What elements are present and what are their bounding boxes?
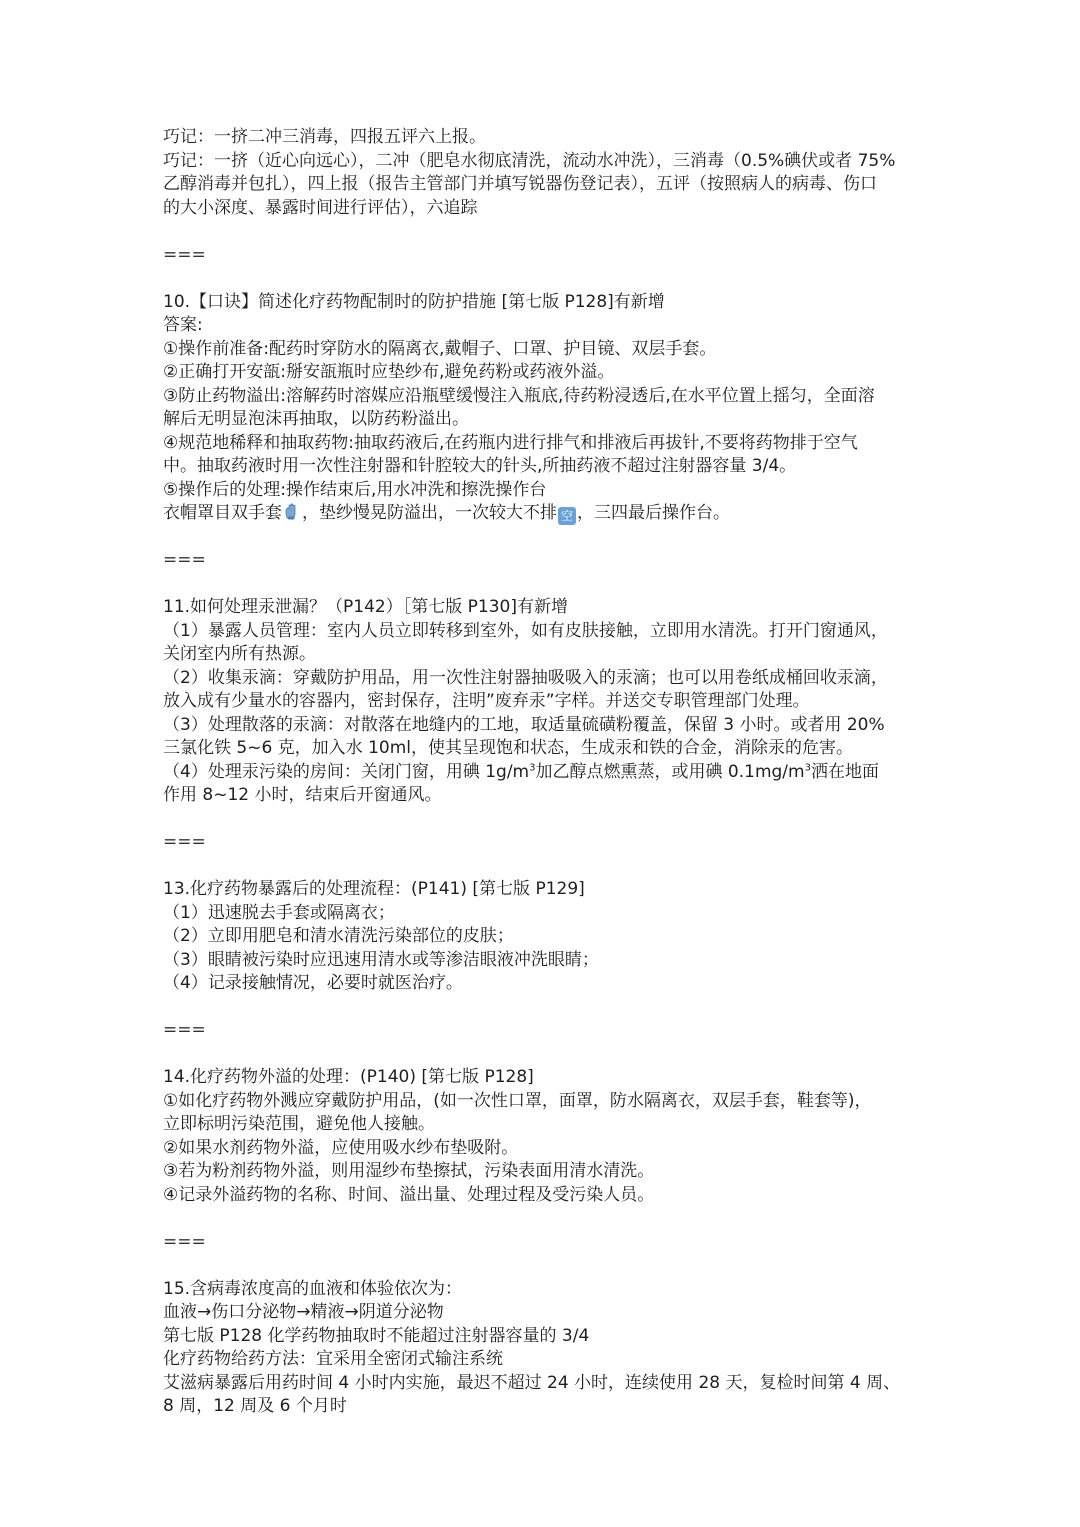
answer-label: 答案: bbox=[163, 315, 203, 335]
list-item-cont: 中。抽取药液时用一次性注射器和针腔较大的针头,所抽药液不超过注射器容量 3/4。 bbox=[163, 456, 797, 476]
text-line: 血液→伤口分泌物→精液→阴道分泌物 bbox=[163, 1302, 444, 1322]
text-line: 巧记：一挤（近心向远心），二冲（肥皂水彻底清洗，流动水冲洗），三消毒（0.5%碘伏或者 75% bbox=[163, 150, 896, 171]
section-title: 10.【口诀】简述化疗药物配制时的防护措施 [第七版 P128]有新增 bbox=[163, 291, 665, 312]
paragraph-line: （1）暴露人员管理：室内人员立即转移到室外，如有皮肤接触，立即用水清洗。打开门窗通风， bbox=[163, 620, 888, 641]
paragraph-line: 放入成有少量水的容器内，密封保存，注明”废弃汞”字样。并送交专职管理部门处理。 bbox=[163, 691, 810, 711]
list-item: ②如果水剂药物外溢，应使用吸水纱布垫吸附。 bbox=[163, 1137, 519, 1158]
section-title: 15.含病毒浓度高的血液和体验依次为： bbox=[163, 1278, 463, 1299]
step-item: （3）眼睛被污染时应迅速用清水或等渗洁眼液冲洗眼睛； bbox=[163, 949, 599, 970]
section-title: 11.如何处理汞泄漏？（P142）［第七版 P130]有新增 bbox=[163, 597, 568, 617]
text-span: （4）处理汞污染的房间：关闭门窗，用碘 1g/m bbox=[163, 761, 530, 782]
text-span: 加乙醇点燃熏蒸，或用碘 0.1mg/m bbox=[535, 761, 805, 782]
list-item: ③若为粉剂药物外溢，则用湿纱布垫擦拭，污染表面用清水清洗。 bbox=[163, 1161, 655, 1181]
paragraph-line: 作用 8~12 小时，结束后开窗通风。 bbox=[163, 785, 442, 805]
text-line: 的大小深度、暴露时间进行评估），六追踪 bbox=[163, 197, 478, 218]
list-item: ①操作前准备:配药时穿防水的隔离衣,戴帽子、口罩、护目镜、双层手套。 bbox=[163, 338, 717, 359]
text-line: 8 周，12 周及 6 个月时 bbox=[163, 1396, 347, 1416]
separator: === bbox=[163, 1231, 206, 1252]
list-item: ④规范地稀释和抽取药物:抽取药液后,在药瓶内进行排气和排液后再拔针,不要将药物排于空气 bbox=[163, 432, 858, 453]
document-page bbox=[163, 126, 923, 1419]
step-item: （4）记录接触情况，必要时就医治疗。 bbox=[163, 973, 463, 993]
mnemonic-line bbox=[163, 502, 923, 526]
separator: === bbox=[163, 1020, 206, 1040]
gloves-icon bbox=[283, 503, 301, 521]
mnemonic-part: ，垫纱慢晃防溢出，一次较大不排 bbox=[302, 503, 557, 523]
paragraph-line: （3）处理散落的汞滴：对散落在地缝内的工地，取适量硫磺粉覆盖，保留 3 小时。或者用 20% bbox=[163, 714, 885, 735]
text-line: 化疗药物给药方法：宜采用全密闭式输注系统 bbox=[163, 1349, 503, 1369]
separator: === bbox=[163, 244, 206, 265]
paragraph-line: 关闭室内所有热源。 bbox=[163, 644, 316, 664]
section-15 bbox=[163, 1278, 923, 1419]
section-title: 14.化疗药物外溢的处理：(P140) [第七版 P128] bbox=[163, 1067, 534, 1087]
superscript: 3 bbox=[529, 761, 536, 773]
section-11 bbox=[163, 596, 923, 808]
empty-sign-icon: 空 bbox=[558, 507, 576, 525]
section-title: 13.化疗药物暴露后的处理流程：(P141) [第七版 P129] bbox=[163, 879, 585, 899]
section-10 bbox=[163, 291, 923, 526]
step-item: （1）迅速脱去手套或隔离衣； bbox=[163, 902, 395, 923]
text-line: 乙醇消毒并包扎），四上报（报告主管部门并填写锐器伤登记表），五评（按照病人的病毒、伤口 bbox=[163, 174, 877, 194]
text-line: 巧记：一挤二冲三消毒，四报五评六上报。 bbox=[163, 127, 486, 147]
separator: === bbox=[163, 832, 206, 852]
list-item: ②正确打开安瓿:掰安瓿瓶时应垫纱布,避免药粉或药液外溢。 bbox=[163, 362, 615, 382]
list-item-cont: 解后无明显泡沫再抽取，以防药粉溢出。 bbox=[163, 409, 469, 429]
paragraph-line: 三氯化铁 5~6 克，加入水 10ml，使其呈现饱和状态，生成汞和铁的合金，消除汞的危害。 bbox=[163, 738, 854, 758]
mnemonic-part: 衣帽罩目双手套 bbox=[163, 503, 282, 523]
text-line: 艾滋病暴露后用药时间 4 小时内实施，最迟不超过 24 小时，连续使用 28 天，复检时间第 4 周、 bbox=[163, 1372, 901, 1393]
text-span: 洒在地面 bbox=[810, 761, 879, 782]
list-item: ①如化疗药物外溅应穿戴防护用品，(如一次性口罩，面罩，防水隔离衣，双层手套，鞋套等)， bbox=[163, 1090, 872, 1111]
list-item: ④记录外溢药物的名称、时间、溢出量、处理过程及受污染人员。 bbox=[163, 1184, 655, 1205]
list-item: ⑤操作后的处理:操作结束后,用水冲洗和擦洗操作台 bbox=[163, 479, 547, 500]
section-13 bbox=[163, 878, 923, 996]
section-14 bbox=[163, 1066, 923, 1207]
step-item: （2）立即用肥皂和清水清洗污染部位的皮肤； bbox=[163, 926, 514, 946]
superscript: 3 bbox=[804, 761, 811, 773]
separator: === bbox=[163, 550, 206, 570]
list-item: ③防止药物溢出:溶解药时溶媒应沿瓶壁缓慢注入瓶底,待药粉浸透后,在水平位置上摇匀，全面溶 bbox=[163, 385, 875, 406]
section-mnemonic bbox=[163, 126, 923, 220]
text-line: 第七版 P128 化学药物抽取时不能超过注射器容量的 3/4 bbox=[163, 1325, 590, 1346]
paragraph-line: （2）收集汞滴：穿戴防护用品，用一次性注射器抽吸吸入的汞滴；也可以用卷纸成桶回收汞滴， bbox=[163, 667, 888, 688]
mnemonic-part: ，三四最后操作台。 bbox=[577, 503, 730, 523]
list-item-cont: 立即标明污染范围，避免他人接触。 bbox=[163, 1114, 435, 1134]
paragraph-line bbox=[163, 761, 923, 785]
